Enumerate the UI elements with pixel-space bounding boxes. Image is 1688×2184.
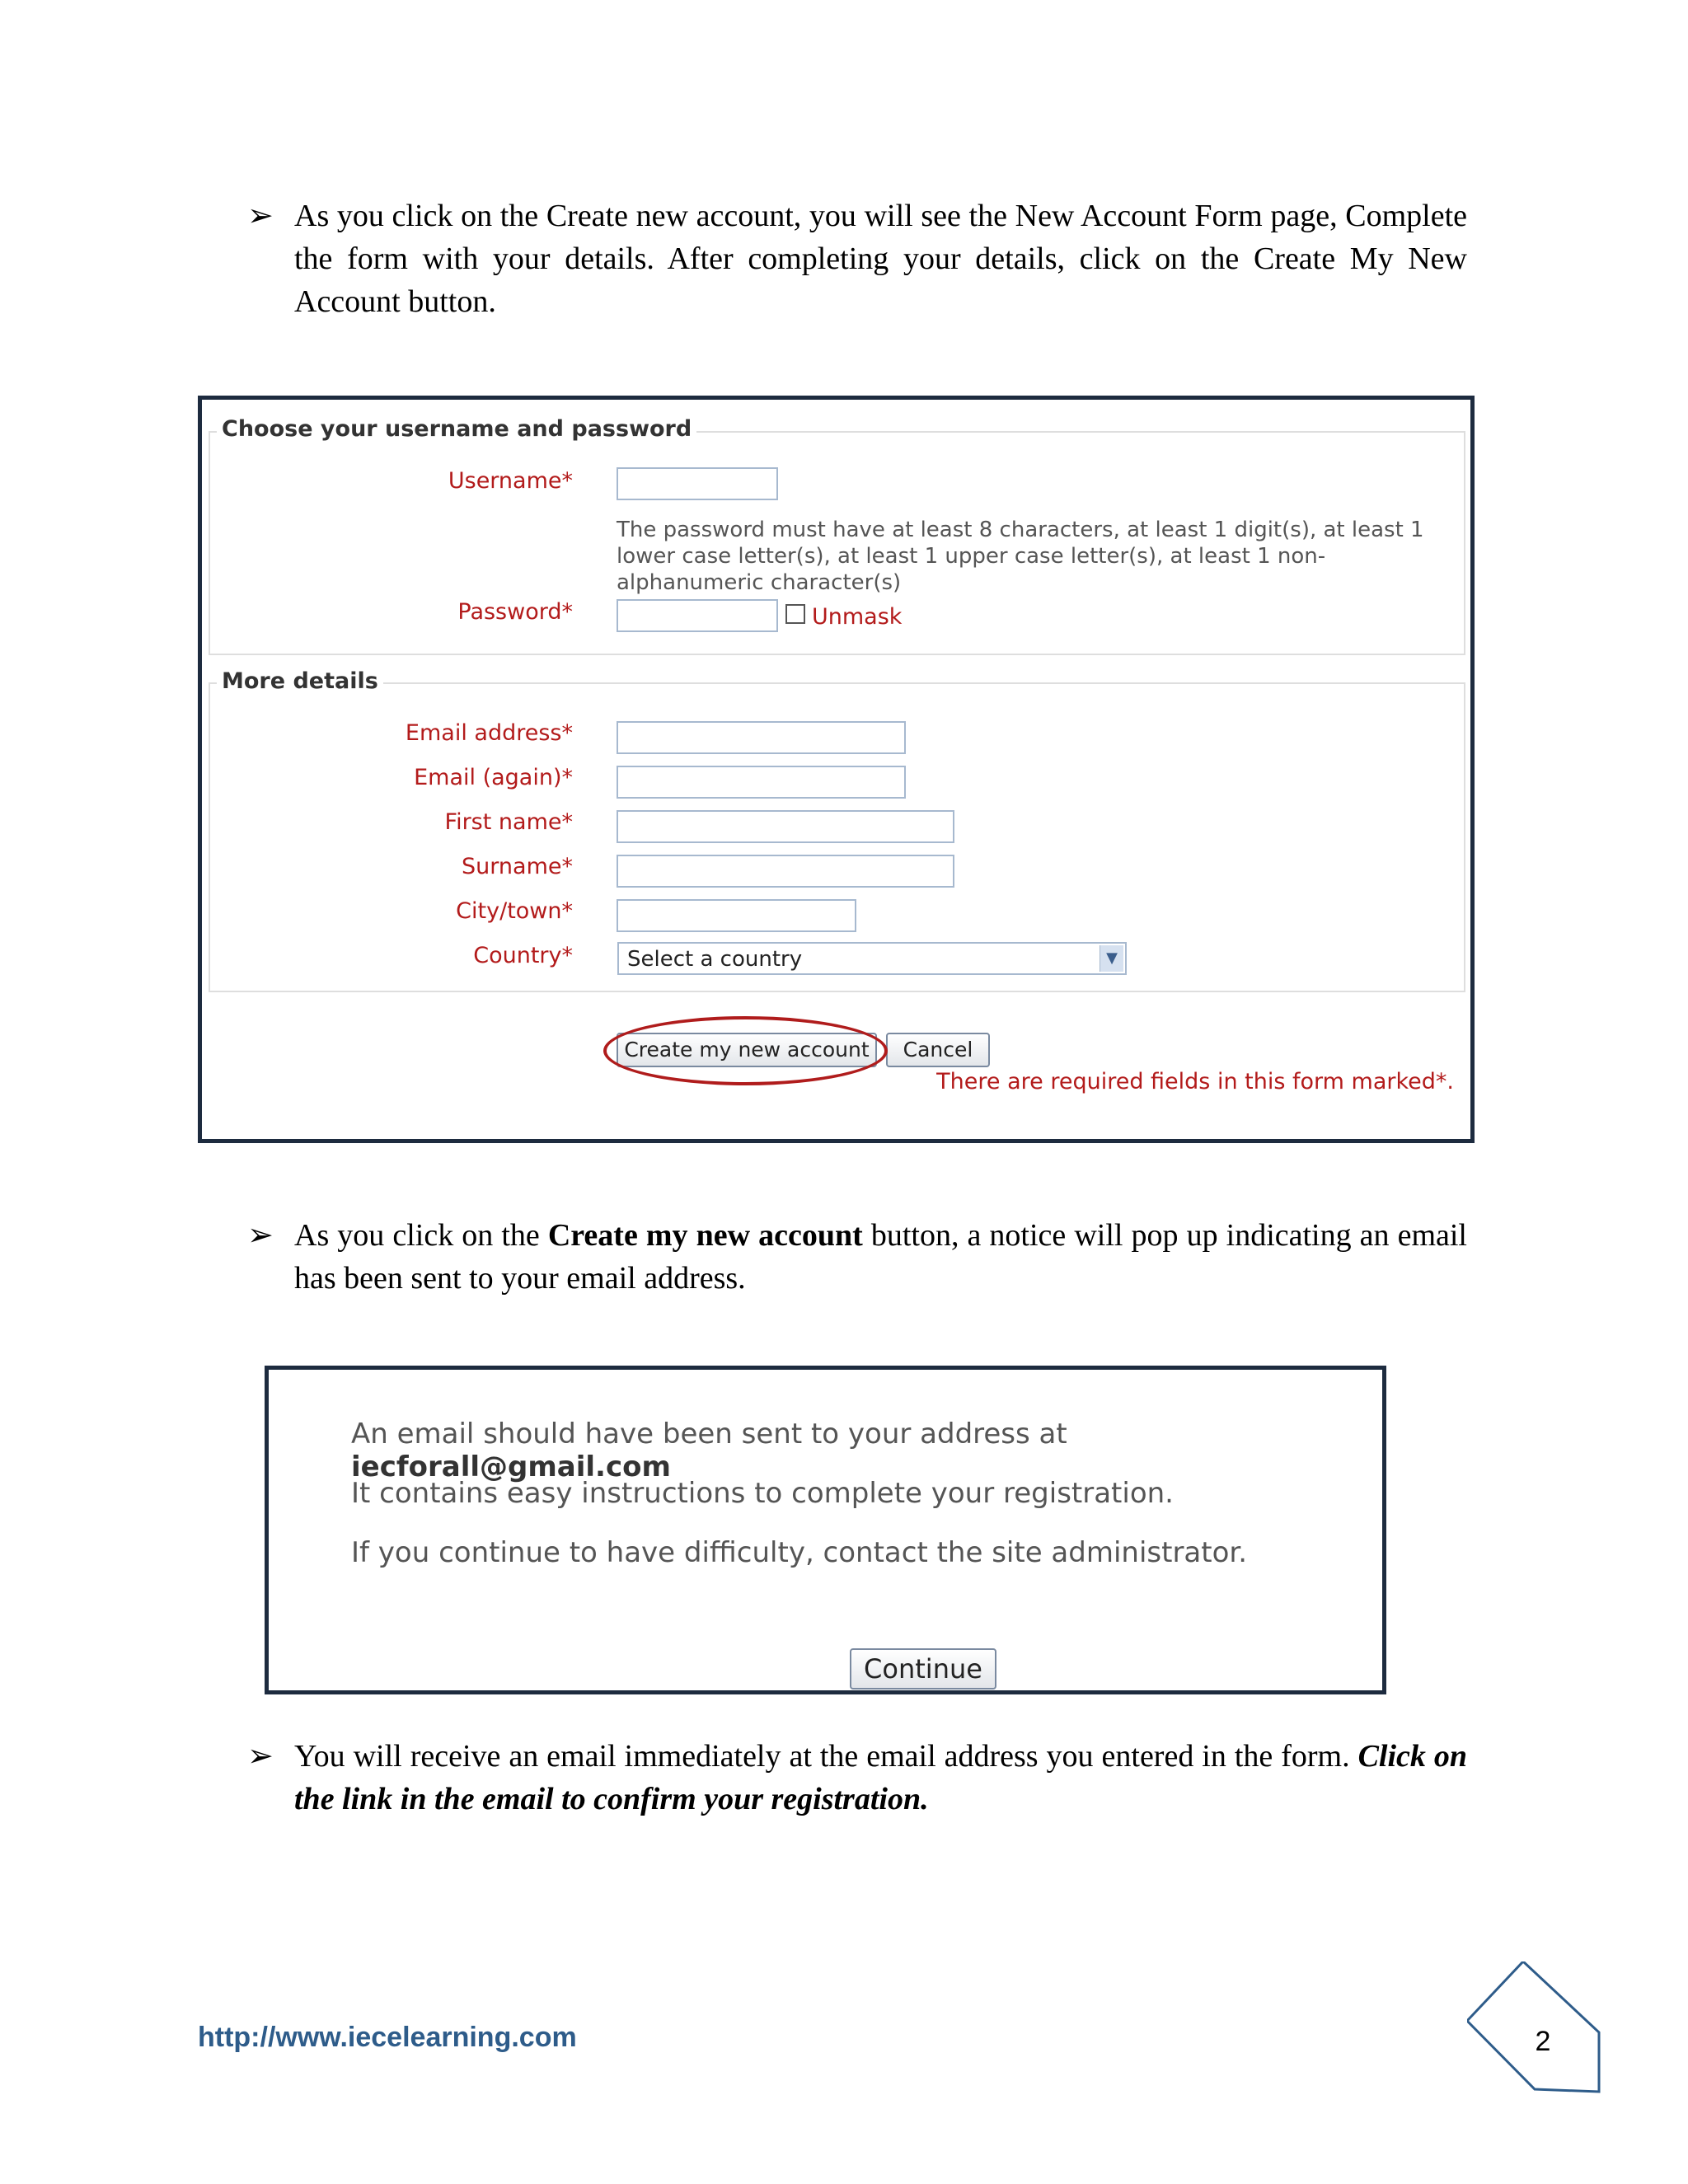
instruction-paragraph-2: As you click on the Create my new account button, a notice will pop up indicating an email has been sent to your email address. bbox=[294, 1218, 1467, 1296]
confirm-email-address: iecforall@gmail.com bbox=[351, 1451, 671, 1483]
confirm-line-email: An email should have been sent to your address at iecforall@gmail.com bbox=[351, 1418, 1067, 1483]
bullet-arrow-icon: ➢ bbox=[247, 199, 274, 233]
confirm-line-instructions: It contains easy instructions to complete your registration. bbox=[351, 1477, 1174, 1510]
city-input[interactable] bbox=[617, 899, 856, 932]
password-hint: The password must have at least 8 characters, at least 1 digit(s), at least 1 lower case letter(s), at least 1 upper case letter(s), at least 1 non-alphanumeric character(s) bbox=[617, 518, 1424, 595]
cancel-button[interactable]: Cancel bbox=[886, 1033, 990, 1067]
details-legend: More details bbox=[217, 668, 383, 694]
city-label: City/town* bbox=[456, 898, 573, 924]
chevron-down-icon[interactable]: ▼ bbox=[1100, 945, 1123, 972]
firstname-input[interactable] bbox=[617, 810, 954, 843]
bullet-arrow-icon: ➢ bbox=[247, 1739, 274, 1774]
country-label: Country* bbox=[473, 943, 573, 968]
registration-form-screenshot bbox=[198, 396, 1475, 1143]
unmask-checkbox[interactable] bbox=[785, 604, 805, 624]
surname-input[interactable] bbox=[617, 855, 954, 888]
email-again-label: Email (again)* bbox=[414, 765, 573, 790]
unmask-label: Unmask bbox=[812, 604, 903, 630]
page-number: 2 bbox=[1535, 2026, 1551, 2057]
firstname-label: First name* bbox=[444, 809, 573, 835]
country-select-value: Select a country bbox=[627, 947, 803, 972]
password-label: Password* bbox=[457, 599, 573, 625]
account-legend: Choose your username and password bbox=[217, 416, 696, 442]
highlight-ellipse bbox=[603, 1016, 888, 1085]
required-fields-note: There are required fields in this form marked*. bbox=[936, 1069, 1454, 1094]
page-number-badge bbox=[1467, 1961, 1607, 2110]
password-input[interactable] bbox=[617, 599, 778, 632]
instruction-paragraph-3: You will receive an email immediately at the email address you entered in the form. Click on the link in the email to confirm your registration. bbox=[294, 1739, 1467, 1816]
country-select[interactable] bbox=[617, 942, 1127, 975]
instruction-paragraph-1: As you click on the Create new account, you will see the New Account Form page, Complete the form with your details. After completing your details, click on the Create My New Account button. bbox=[294, 199, 1467, 319]
continue-button[interactable]: Continue bbox=[850, 1648, 996, 1690]
email-again-input[interactable] bbox=[617, 766, 906, 799]
bullet-arrow-icon: ➢ bbox=[247, 1218, 274, 1253]
surname-label: Surname* bbox=[462, 854, 573, 879]
confirm-line-difficulty: If you continue to have difficulty, contact the site administrator. bbox=[351, 1536, 1248, 1569]
email-label: Email address* bbox=[405, 720, 573, 746]
footer-url[interactable]: http://www.iecelearning.com bbox=[198, 2022, 577, 2053]
username-label: Username* bbox=[448, 468, 573, 494]
username-input[interactable] bbox=[617, 467, 778, 500]
email-input[interactable] bbox=[617, 721, 906, 754]
confirmation-screenshot bbox=[265, 1366, 1386, 1694]
create-account-button[interactable]: Create my new account bbox=[617, 1033, 877, 1067]
